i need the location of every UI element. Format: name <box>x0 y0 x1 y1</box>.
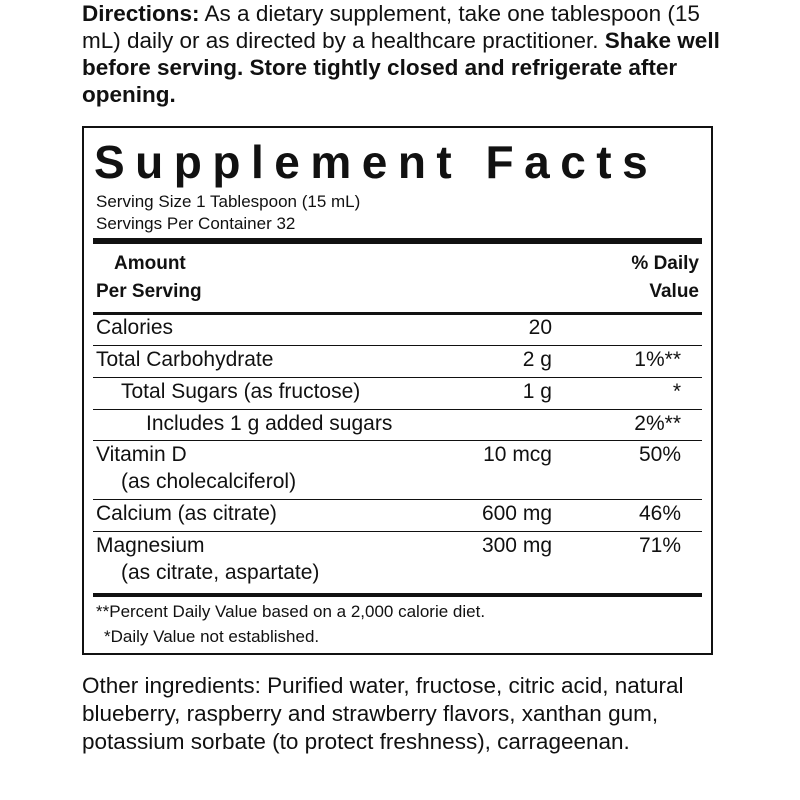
directions-body: As a dietary supplement, take one tablespoon (15 mL) daily or as directed by a healthcare practitioner. <box>82 1 700 53</box>
nutrient-row-added-sugars <box>93 410 702 442</box>
nutrient-amount: 2 g <box>522 348 552 371</box>
nutrient-amount: 600 mg <box>481 502 552 525</box>
dv-header-line1: % Daily <box>631 253 699 274</box>
nutrient-source: (as citrate, aspartate) <box>121 561 320 584</box>
nutrient-row-calories <box>93 314 702 346</box>
nutrient-dv: 1%** <box>634 348 681 371</box>
footnote-percent-dv: **Percent Daily Value based on a 2,000 calorie diet. <box>96 602 486 621</box>
nutrient-dv: 71% <box>638 534 681 557</box>
nutrient-dv: 46% <box>638 502 681 525</box>
dv-header-line2: Value <box>649 281 699 302</box>
nutrient-source: (as cholecalciferol) <box>121 470 297 493</box>
nutrient-name: Total Sugars (as fructose) <box>121 380 361 403</box>
nutrient-row-total-carbohydrate <box>93 346 702 378</box>
nutrient-name: Calories <box>96 316 174 339</box>
directions-storage: Shake well before serving. Store tightly closed and refrigerate after opening. <box>82 28 720 107</box>
bottom-divider <box>93 593 702 597</box>
nutrient-name: Magnesium <box>96 534 205 557</box>
nutrient-amount: 10 mcg <box>483 443 552 466</box>
nutrient-row-calcium <box>93 500 702 532</box>
amount-header-line1: Amount <box>114 253 186 274</box>
nutrient-row-vitamin-d <box>93 441 702 501</box>
servings-per-container: Servings Per Container 32 <box>96 214 296 233</box>
nutrient-dv: 50% <box>638 443 681 466</box>
directions-text <box>82 0 732 108</box>
nutrient-name: Includes 1 g added sugars <box>146 412 393 435</box>
daily-value-header <box>631 250 699 306</box>
thick-divider <box>93 238 702 244</box>
nutrient-amount: 300 mg <box>481 534 552 557</box>
nutrient-dv: 2%** <box>634 412 681 435</box>
amount-header-line2: Per Serving <box>96 281 202 302</box>
nutrient-name: Total Carbohydrate <box>96 348 274 371</box>
nutrient-row-magnesium <box>93 532 702 592</box>
nutrient-name: Calcium (as citrate) <box>96 502 277 525</box>
nutrient-amount: 20 <box>528 316 552 339</box>
amount-header <box>96 250 202 306</box>
footnote-dv-not-established: *Daily Value not established. <box>104 627 320 646</box>
nutrient-dv: * <box>672 380 681 403</box>
nutrient-name: Vitamin D <box>96 443 187 466</box>
nutrient-row-total-sugars <box>93 378 702 410</box>
serving-size: Serving Size 1 Tablespoon (15 mL) <box>96 192 361 211</box>
directions-label: Directions: <box>82 1 200 26</box>
nutrient-amount: 1 g <box>522 380 552 403</box>
other-ingredients: Other ingredients: Purified water, fructose, citric acid, natural blueberry, raspberry and strawberry flavors, xanthan gum, potassium sorbate (to protect freshness), carrageenan. <box>82 673 684 754</box>
facts-title: Supplement Facts <box>94 136 659 188</box>
supplement-facts-panel <box>82 126 713 655</box>
